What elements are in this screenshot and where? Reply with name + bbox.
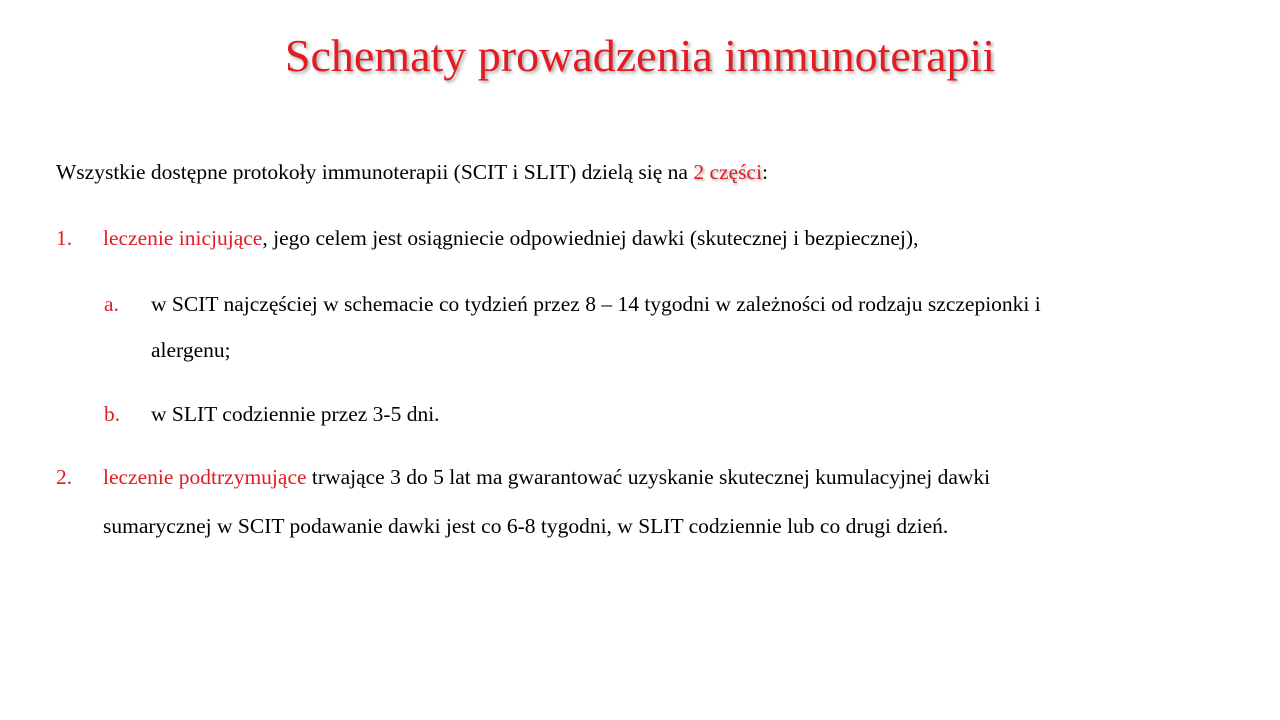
intro-highlight: 2 części [693,160,762,184]
list-item-2-line1: trwające 3 do 5 lat ma gwarantować uzyskanie skutecznej kumulacyjnej dawki [306,465,991,489]
sublist-marker-b: b. [104,402,121,426]
sublist-marker-a: a. [104,292,119,316]
intro-text: Wszystkie dostępne protokoły immunoterapii (SCIT i SLIT) dzielą się na [56,160,694,184]
list-item-1-highlight: leczenie inicjujące [103,226,263,250]
sublist-item-b-text: w SLIT codziennie przez 3-5 dni. [151,402,440,426]
intro-paragraph [56,158,768,186]
list-item-1-body: , jego celem jest osiągniecie odpowiedniej dawki (skutecznej i bezpiecznej), [262,226,919,250]
sublist-item-a-line2: alergenu; [151,338,231,362]
sublist-item-a-line1: w SCIT najczęściej w schemacie co tydzień przez 8 – 14 tygodni w zależności od rodzaju szczepionki i [151,292,1041,316]
intro-colon: : [761,160,768,184]
list-item-2-line2: sumarycznej w SCIT podawanie dawki jest co 6-8 tygodni, w SLIT codziennie lub co drugi dzień. [103,514,949,538]
sublist-item-a-text [151,281,1041,373]
list-item-1-text [103,224,918,252]
list-item-2-text [103,453,990,551]
list-marker-2: 2. [56,465,73,489]
slide-title: Schematy prowadzenia immunoterapii [284,30,996,81]
list-item-2-highlight: leczenie podtrzymujące [103,465,307,489]
list-marker-1: 1. [56,226,73,250]
